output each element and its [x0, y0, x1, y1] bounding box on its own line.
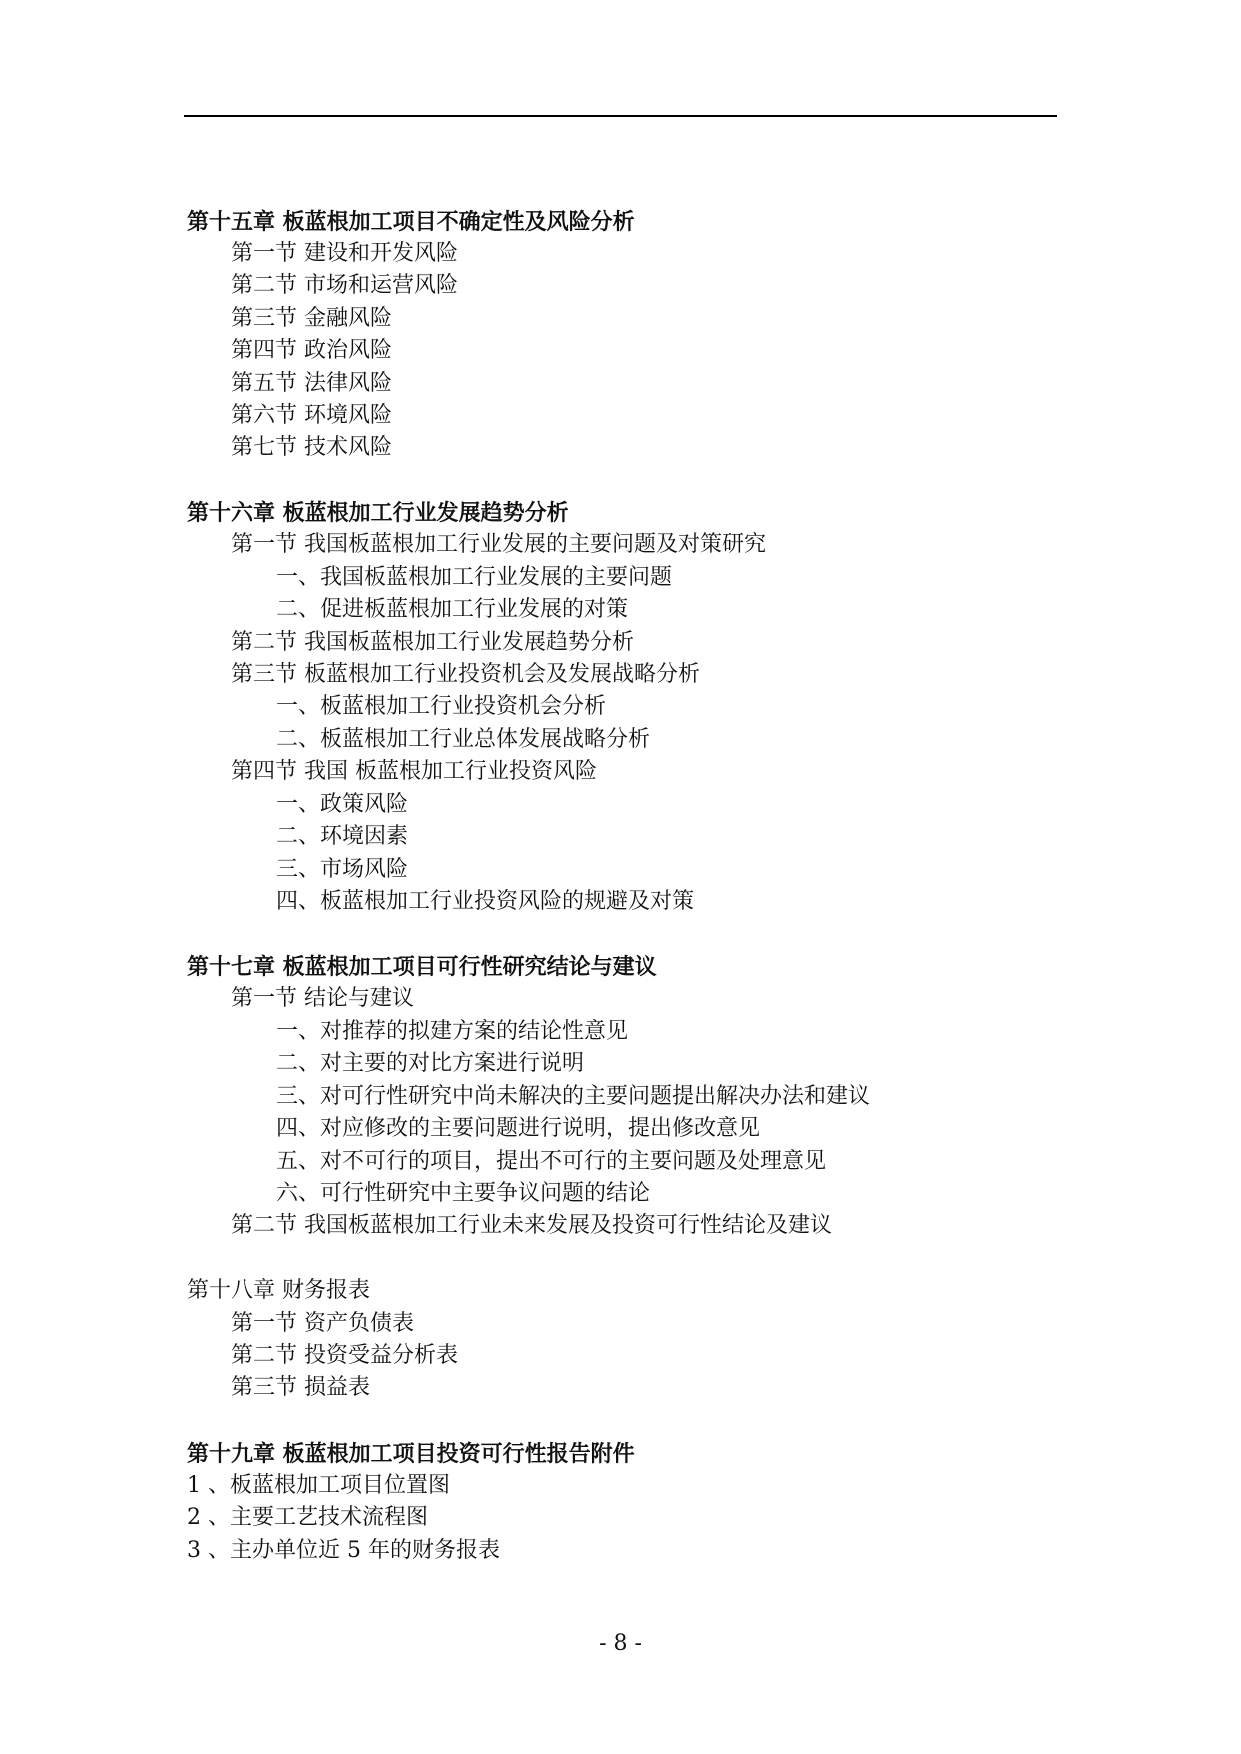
chapter-17-section-1: 第一节 结论与建议	[231, 986, 414, 1011]
chapter-15-section-5: 第五节 法律风险	[231, 371, 392, 396]
chapter-16-section-2: 第二节 我国板蓝根加工行业发展趋势分析	[231, 630, 634, 655]
chapter-16-section-4-item-4: 四、板蓝根加工行业投资风险的规避及对策	[276, 889, 695, 914]
chapter-17-section-1-item-3: 三、对可行性研究中尚未解决的主要问题提出解决办法和建议	[276, 1084, 871, 1109]
chapter-16-section-3-item-1: 一、板蓝根加工行业投资机会分析	[276, 694, 607, 719]
chapter-17-section-1-item-5: 五、对不可行的项目，提出不可行的主要问题及处理意见	[276, 1149, 827, 1174]
chapter-18-section-2: 第二节 投资受益分析表	[231, 1343, 458, 1368]
chapter-16-section-4-item-3: 三、市场风险	[276, 857, 409, 882]
chapter-15-section-1: 第一节 建设和开发风险	[231, 241, 458, 266]
chapter-16-section-4-item-1: 一、政策风险	[276, 792, 409, 817]
chapter-18-title: 第十八章 财务报表	[187, 1278, 370, 1303]
chapter-17-section-1-item-6: 六、可行性研究中主要争议问题的结论	[276, 1181, 651, 1206]
chapter-19-appendix-3: 3 、主办单位近 5 年的财务报表	[187, 1538, 500, 1563]
chapter-16-section-1: 第一节 我国板蓝根加工行业发展的主要问题及对策研究	[231, 532, 766, 557]
chapter-18-section-3: 第三节 损益表	[231, 1375, 370, 1400]
chapter-18-section-1: 第一节 资产负债表	[231, 1311, 414, 1336]
chapter-15-section-7: 第七节 技术风险	[231, 435, 392, 460]
chapter-16-section-3: 第三节 板蓝根加工行业投资机会及发展战略分析	[231, 662, 700, 687]
chapter-16-section-3-item-2: 二、板蓝根加工行业总体发展战略分析	[276, 727, 651, 752]
chapter-15-section-6: 第六节 环境风险	[231, 403, 392, 428]
chapter-16-section-1-item-2: 二、促进板蓝根加工行业发展的对策	[276, 597, 629, 622]
chapter-17-title: 第十七章 板蓝根加工项目可行性研究结论与建议	[187, 954, 657, 980]
chapter-19-appendix-1: 1 、板蓝根加工项目位置图	[187, 1473, 450, 1498]
chapter-17-section-1-item-2: 二、对主要的对比方案进行说明	[276, 1051, 585, 1076]
chapter-15-section-3: 第三节 金融风险	[231, 306, 392, 331]
chapter-16-section-4: 第四节 我国 板蓝根加工行业投资风险	[231, 759, 597, 784]
chapter-16-section-4-item-2: 二、环境因素	[276, 824, 409, 849]
chapter-15-section-2: 第二节 市场和运营风险	[231, 273, 458, 298]
chapter-17-section-2: 第二节 我国板蓝根加工行业未来发展及投资可行性结论及建议	[231, 1213, 832, 1238]
page-number: - 8 -	[599, 1631, 642, 1656]
chapter-19-title: 第十九章 板蓝根加工项目投资可行性报告附件	[187, 1441, 635, 1467]
chapter-15-section-4: 第四节 政治风险	[231, 338, 392, 363]
chapter-16-section-1-item-1: 一、我国板蓝根加工行业发展的主要问题	[276, 565, 673, 590]
chapter-17-section-1-item-4: 四、对应修改的主要问题进行说明，提出修改意见	[276, 1116, 761, 1141]
chapter-17-section-1-item-1: 一、对推荐的拟建方案的结论性意见	[276, 1019, 629, 1044]
chapter-15-title: 第十五章 板蓝根加工项目不确定性及风险分析	[187, 209, 635, 235]
chapter-19-appendix-2: 2 、主要工艺技术流程图	[187, 1505, 428, 1530]
chapter-16-title: 第十六章 板蓝根加工行业发展趋势分析	[187, 500, 569, 526]
